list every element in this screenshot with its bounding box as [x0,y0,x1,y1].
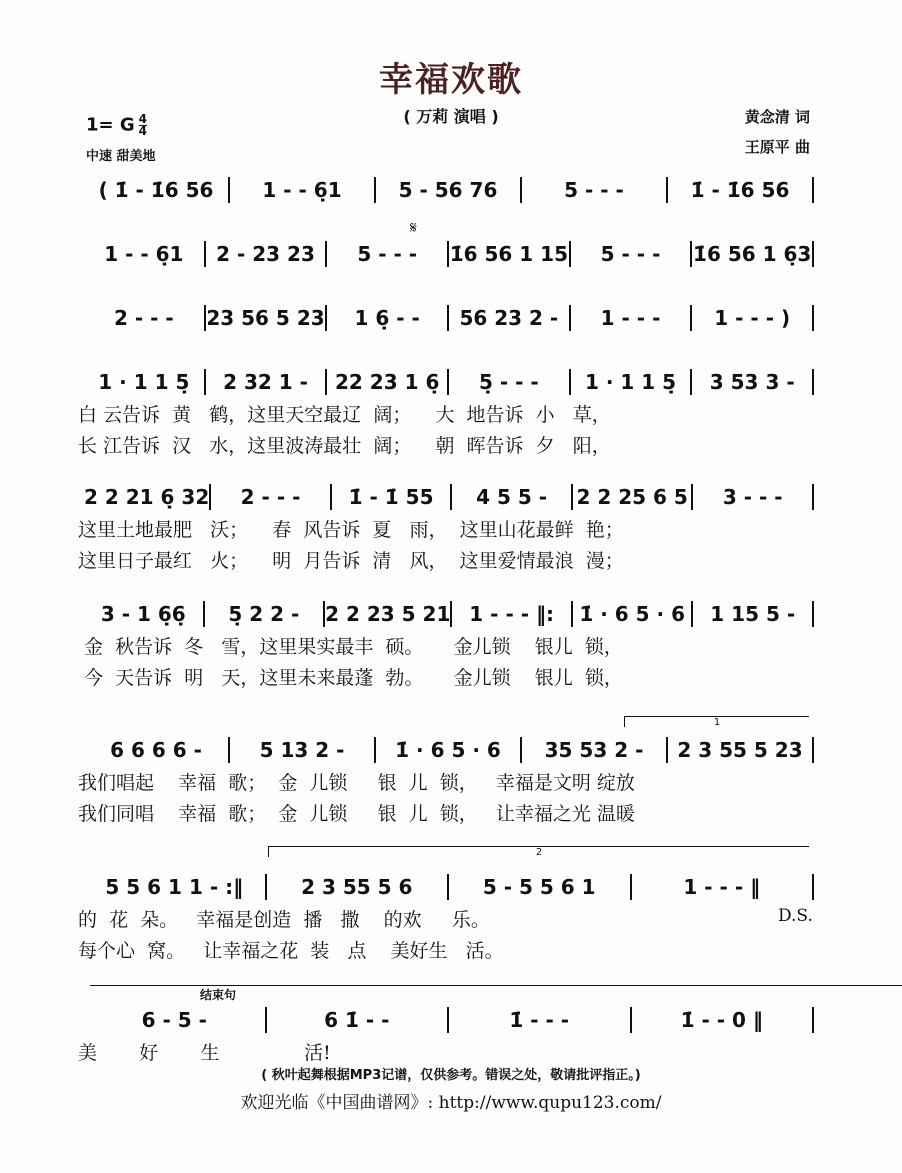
time-signature [139,114,147,137]
footnote: ( 秋叶起舞根据MP3记谱，仅供参考。错误之处，敬请批评指正。) [261,1068,641,1083]
barline [812,1007,814,1033]
measure: 1̇6 56 1 6̣3 [693,242,812,266]
barline [812,484,814,510]
lyric-line: 的 花 朵。 幸福是创造 播 撒 的欢 乐。 [78,909,490,931]
measure: 1̇ - - - [509,1008,570,1032]
volta-2: 2 [268,846,809,857]
measure: 2 2 25 6 5 [576,485,688,509]
measure: 1̇ · 6 5 · 6 [395,738,501,762]
measure: 1 - - - ) [714,306,791,330]
website-credit: 欢迎光临《中国曲谱网》: http://www.qupu123.com/ [240,1093,662,1113]
lyric-line: 美 好 生 活! [78,1042,331,1064]
measure: 6 6 6 6 - [110,738,202,762]
song-title: 幸福欢歌 [379,60,523,100]
notation-row [84,736,814,764]
notation-row [84,176,814,204]
measure: 2 3 55 5 6 [301,875,413,899]
barline [812,177,814,203]
barline [812,369,814,395]
lyric-line: 这里土地最肥 沃； 春 风告诉 夏 雨， 这里山花最鲜 艳； [78,519,624,541]
measure: 6 1̇ - - [324,1008,390,1032]
measure: 1 15 5 - [710,602,796,626]
notation-row [84,240,814,268]
tempo-marking: 中速 甜美地 [86,149,156,164]
measure: 1 - - 6̣1 [262,178,342,202]
measure: 3 - - - [722,485,783,509]
measure: 1 - - - [600,306,661,330]
key: 1= G [86,114,135,136]
measure: 2 3 55 5 23 [677,738,803,762]
lyricist: 黄念清 词 [744,108,810,126]
measure: 5 - 5 5 6 1 [482,875,596,899]
measure: 3 53 3 - [709,370,795,394]
measure: 1̇ - 1̇6 56 [690,178,790,202]
measure: 2 2 23 5 21 [325,602,451,626]
measure: 5 - - - [600,242,661,266]
measure: 1 · 1 1 5̣ [98,370,190,394]
lyric-line: 我们同唱 幸福 歌； 金 儿锁 银 儿 锁， 让幸福之光 温暖 [78,803,635,825]
measure: 2 2 21 6̣ 32 [84,485,210,509]
lyric-line: 长 江告诉 汉 水，这里波涛最壮 阔； 朝 晖告诉 夕 阳， [78,435,611,457]
notation-row [84,600,814,628]
measure: 3 - 1 6̣6̣ [100,602,186,626]
lyric-line: 今 天告诉 明 天，这里未来最蓬 勃。 金儿锁 银儿 锁， [78,667,623,689]
singer: ( 万莉 演唱 ) [403,107,499,126]
measure: 1 - - 6̣1 [104,242,184,266]
notation-row [84,483,814,511]
lyric-line: 白 云告诉 黄 鹤，这里天空最辽 阔； 大 地告诉 小 草， [78,404,611,426]
measure: 1 · 1 1 5̣ [584,370,677,394]
measure: 2 - 23 23 [216,242,315,266]
measure: 6 - 5 - [141,1008,207,1032]
measure: 22 23 1 6̣ [334,370,440,394]
measure: 5 5 6 1 1 - :‖ [105,875,244,899]
lyric-line: 这里日子最红 火； 明 月告诉 清 风， 这里爱情最浪 漫； [78,550,624,572]
measure: 5 13 2 - [259,738,345,762]
barline [812,874,814,900]
barline [812,737,814,763]
notation-row [84,873,814,901]
key-signature [86,114,147,137]
measure: 2 - - - [113,306,174,330]
time-top: 4 [138,112,148,126]
measure: 1̇ - - 0 ‖ [680,1008,763,1032]
lyric-line: 我们唱起 幸福 歌； 金 儿锁 银 儿 锁， 幸福是文明 绽放 [78,772,635,794]
measure: 5 - - - [564,178,624,202]
measure: 2 32 1 - [223,370,308,394]
composer: 王原平 曲 [744,138,810,156]
notation-row [84,368,814,396]
measure: 1̇ · 6 5 · 6 [579,602,686,626]
measure: 5 - 56 76 [398,178,498,202]
measure: 23 56 5 23 [206,306,325,330]
barline [812,601,814,627]
measure: 56 23 2 - [459,306,559,330]
measure: 1̇ - 1̇ 55 [348,485,434,509]
barline [812,305,814,331]
measure: 1̇6 56 1 15 [449,242,568,266]
barline [812,241,814,267]
measure: 1 6̣ - - [354,306,420,330]
segno-icon: 𝄋 [410,218,417,237]
measure: 5̣ - - - [478,370,539,394]
measure: 1 - - - ‖ [683,875,761,899]
lyric-line: 每个心 窝。 让幸福之花 装 点 美好生 活。 [78,940,504,962]
notation-row [84,1006,814,1034]
lyric-line: 金 秋告诉 冬 雪，这里果实最丰 硕。 金儿锁 银儿 锁， [78,636,623,658]
measure: 5 - - - [357,242,418,266]
ending-label: 结束句 [90,985,902,996]
volta-1: 1 [624,716,809,727]
measure: 4 5 5 - [476,485,548,509]
measure: 35 53 2 - [544,738,644,762]
time-bottom: 4 [138,124,148,138]
measure: 2 - - - [240,485,301,509]
measure: 1 - - - ‖: [469,602,554,626]
notation-row [84,304,814,332]
measure: 5̣ 2 2 - [228,602,300,626]
measure: ( 1̇ - 1̇6 56 [98,178,214,202]
dal-segno: D.S. [778,906,813,926]
